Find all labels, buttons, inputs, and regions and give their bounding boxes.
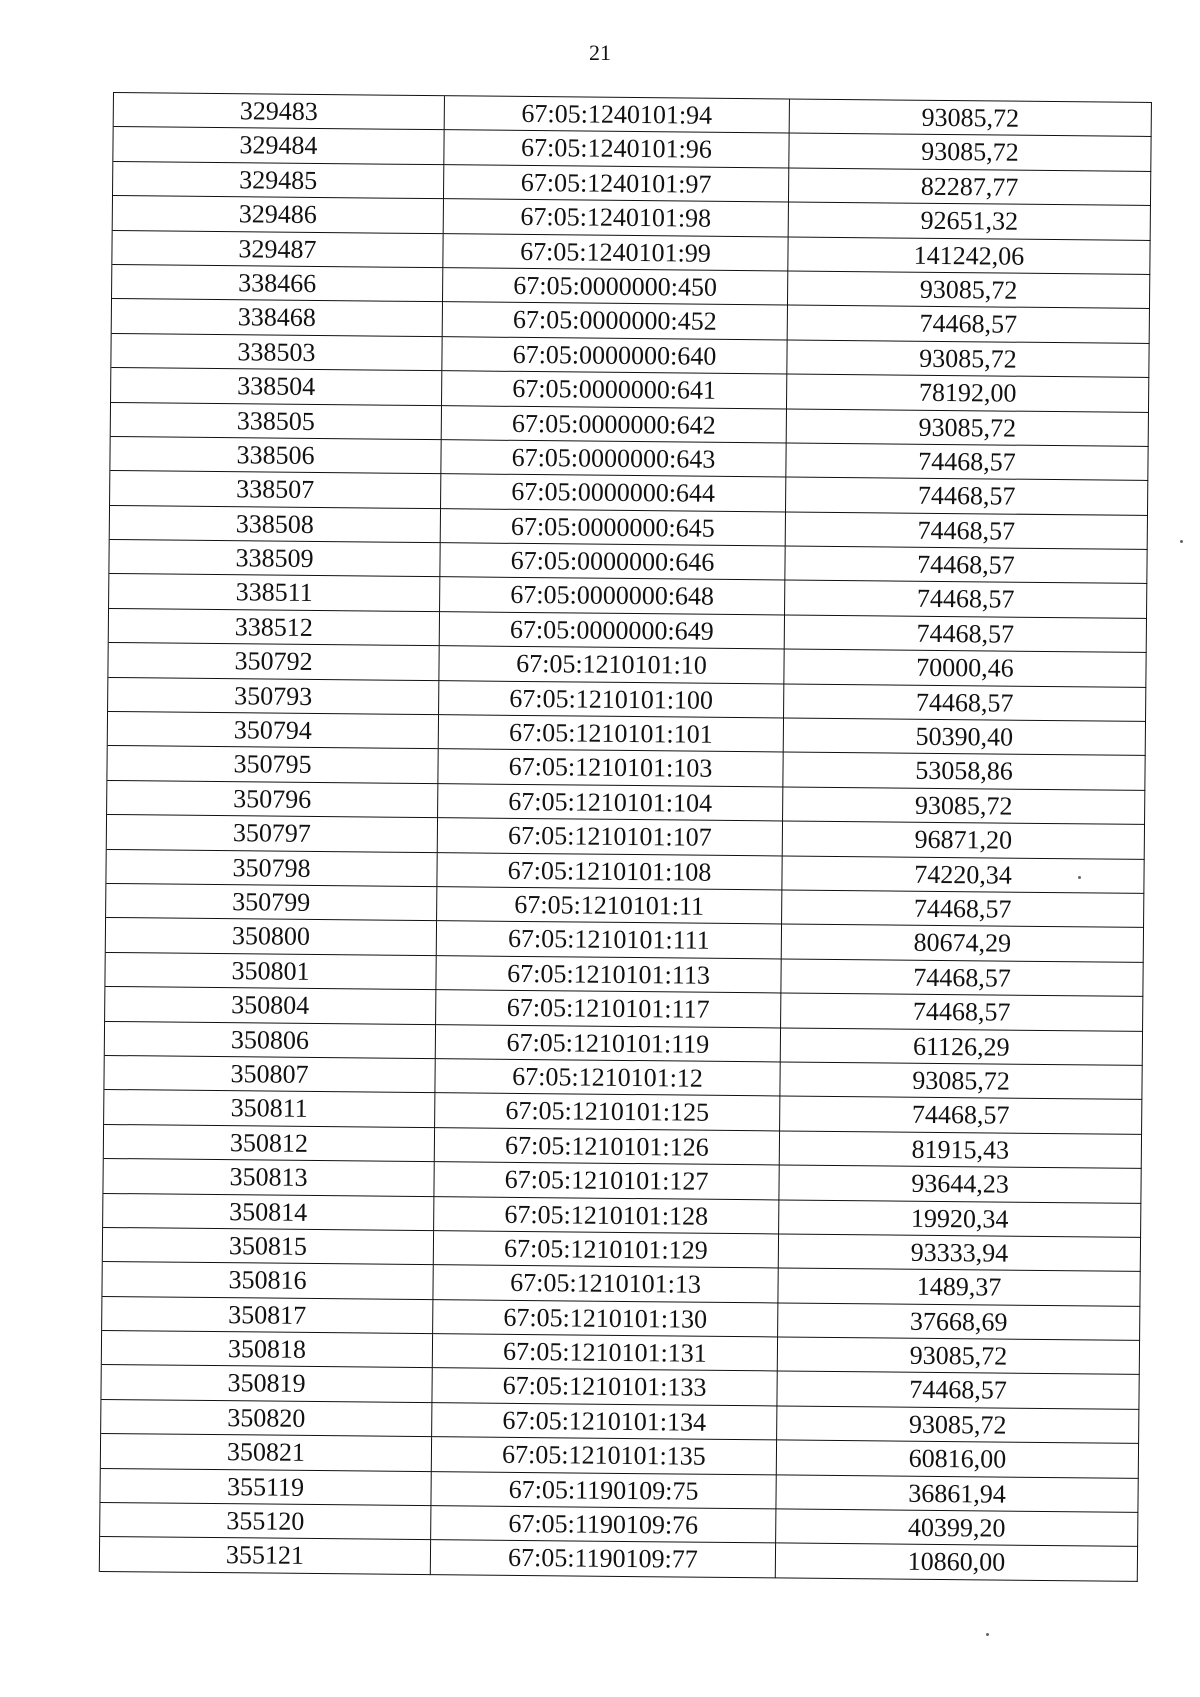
row-id-cell: 338508 xyxy=(110,506,441,544)
cadastral-number-cell: 67:05:1240101:97 xyxy=(444,165,789,203)
cadastral-number-cell: 67:05:1210101:133 xyxy=(432,1369,777,1407)
value-cell: 96871,20 xyxy=(783,822,1145,860)
cadastral-number-cell: 67:05:1210101:128 xyxy=(434,1197,779,1235)
cadastral-number-cell: 67:05:1210101:117 xyxy=(436,990,781,1028)
cadastral-number-cell: 67:05:1210101:130 xyxy=(433,1300,778,1338)
cadastral-number-cell: 67:05:0000000:649 xyxy=(440,612,785,650)
scan-speck xyxy=(1078,876,1081,879)
value-cell: 74468,57 xyxy=(785,615,1147,653)
cadastral-number-cell: 67:05:0000000:646 xyxy=(440,543,785,581)
cadastral-number-cell: 67:05:1210101:11 xyxy=(437,887,782,925)
value-cell: 40399,20 xyxy=(776,1509,1138,1547)
value-cell: 53058,86 xyxy=(783,753,1145,791)
row-id-cell: 350794 xyxy=(108,712,439,750)
row-id-cell: 338504 xyxy=(111,368,442,406)
row-id-cell: 350799 xyxy=(106,884,437,922)
scan-speck xyxy=(1180,540,1183,543)
value-cell: 74468,57 xyxy=(777,1372,1139,1410)
cadastral-number-cell: 67:05:1210101:100 xyxy=(439,681,784,719)
row-id-cell: 350797 xyxy=(107,815,438,853)
row-id-cell: 338503 xyxy=(111,334,442,372)
cadastral-number-cell: 67:05:1210101:125 xyxy=(435,1093,780,1131)
row-id-cell: 350820 xyxy=(101,1400,432,1438)
value-cell: 93333,94 xyxy=(779,1234,1141,1272)
cadastral-number-cell: 67:05:0000000:640 xyxy=(442,337,787,375)
value-cell: 60816,00 xyxy=(777,1441,1139,1479)
data-table xyxy=(99,92,1152,1582)
cadastral-number-cell: 67:05:1210101:104 xyxy=(438,784,783,822)
value-cell: 61126,29 xyxy=(781,1028,1143,1066)
row-id-cell: 355121 xyxy=(100,1537,431,1575)
row-id-cell: 350814 xyxy=(103,1193,434,1231)
value-cell: 93085,72 xyxy=(787,340,1149,378)
cadastral-number-cell: 67:05:1240101:98 xyxy=(444,199,789,237)
value-cell: 74220,34 xyxy=(782,856,1144,894)
cadastral-number-cell: 67:05:1190109:77 xyxy=(431,1541,776,1579)
row-id-cell: 350811 xyxy=(104,1090,435,1128)
row-id-cell: 350792 xyxy=(108,643,439,681)
value-cell: 74468,57 xyxy=(781,994,1143,1032)
value-cell: 1489,37 xyxy=(778,1269,1140,1307)
cadastral-number-cell: 67:05:1210101:108 xyxy=(437,853,782,891)
cadastral-number-cell: 67:05:1210101:10 xyxy=(439,646,784,684)
row-id-cell: 350806 xyxy=(105,1022,436,1060)
value-cell: 74468,57 xyxy=(786,443,1148,481)
cadastral-number-cell: 67:05:1210101:12 xyxy=(435,1059,780,1097)
cadastral-number-cell: 67:05:0000000:452 xyxy=(443,303,788,341)
row-id-cell: 350817 xyxy=(102,1297,433,1335)
value-cell: 70000,46 xyxy=(784,650,1146,688)
row-id-cell: 329486 xyxy=(113,196,444,234)
value-cell: 78192,00 xyxy=(787,375,1149,413)
cadastral-number-cell: 67:05:1210101:113 xyxy=(436,956,781,994)
row-id-cell: 355120 xyxy=(100,1503,431,1541)
row-id-cell: 338512 xyxy=(109,609,440,647)
value-cell: 19920,34 xyxy=(779,1200,1141,1238)
cadastral-number-cell: 67:05:1190109:75 xyxy=(431,1472,776,1510)
cadastral-number-cell: 67:05:0000000:642 xyxy=(442,406,787,444)
value-cell: 74468,57 xyxy=(785,547,1147,585)
page-number: 21 xyxy=(589,40,611,65)
cadastral-number-cell: 67:05:1240101:94 xyxy=(445,96,790,134)
value-cell: 93085,72 xyxy=(787,409,1149,447)
cadastral-number-cell: 67:05:1210101:131 xyxy=(433,1334,778,1372)
row-id-cell: 338506 xyxy=(110,437,441,475)
value-cell: 93085,72 xyxy=(777,1406,1139,1444)
cadastral-number-cell: 67:05:1210101:127 xyxy=(434,1162,779,1200)
row-id-cell: 350807 xyxy=(104,1056,435,1094)
row-id-cell: 350819 xyxy=(101,1365,432,1403)
row-id-cell: 329485 xyxy=(113,162,444,200)
cadastral-number-cell: 67:05:1210101:119 xyxy=(436,1025,781,1063)
row-id-cell: 350815 xyxy=(103,1228,434,1266)
value-cell: 92651,32 xyxy=(789,203,1151,241)
cadastral-number-cell: 67:05:0000000:450 xyxy=(443,268,788,306)
row-id-cell: 350804 xyxy=(105,987,436,1025)
cadastral-number-cell: 67:05:1240101:99 xyxy=(443,234,788,272)
value-cell: 93085,72 xyxy=(790,99,1152,137)
value-cell: 82287,77 xyxy=(789,168,1151,206)
row-id-cell: 350818 xyxy=(102,1331,433,1369)
value-cell: 74468,57 xyxy=(786,512,1148,550)
cadastral-number-cell: 67:05:1210101:107 xyxy=(438,818,783,856)
row-id-cell: 329483 xyxy=(114,93,445,131)
value-cell: 93085,72 xyxy=(783,787,1145,825)
cadastral-number-cell: 67:05:1190109:76 xyxy=(431,1506,776,1544)
value-cell: 10860,00 xyxy=(776,1544,1138,1582)
row-id-cell: 338511 xyxy=(109,574,440,612)
row-id-cell: 338466 xyxy=(112,265,443,303)
row-id-cell: 338505 xyxy=(111,403,442,441)
cadastral-number-cell: 67:05:0000000:648 xyxy=(440,578,785,616)
cadastral-number-cell: 67:05:1210101:103 xyxy=(438,750,783,788)
value-cell: 93085,72 xyxy=(780,1062,1142,1100)
cadastral-number-cell: 67:05:1210101:126 xyxy=(435,1128,780,1166)
row-id-cell: 350816 xyxy=(102,1262,433,1300)
value-cell: 74468,57 xyxy=(782,890,1144,928)
value-cell: 74468,57 xyxy=(788,306,1150,344)
row-id-cell: 338507 xyxy=(110,471,441,509)
cadastral-number-cell: 67:05:1210101:101 xyxy=(439,715,784,753)
cadastral-number-cell: 67:05:1240101:96 xyxy=(444,131,789,169)
row-id-cell: 350801 xyxy=(105,953,436,991)
row-id-cell: 338509 xyxy=(109,540,440,578)
value-cell: 81915,43 xyxy=(780,1131,1142,1169)
row-id-cell: 350793 xyxy=(108,678,439,716)
value-cell: 74468,57 xyxy=(780,1097,1142,1135)
value-cell: 74468,57 xyxy=(784,684,1146,722)
cadastral-number-cell: 67:05:0000000:643 xyxy=(441,440,786,478)
value-cell: 74468,57 xyxy=(781,959,1143,997)
cadastral-number-cell: 67:05:0000000:641 xyxy=(442,371,787,409)
row-id-cell: 350795 xyxy=(107,746,438,784)
cadastral-number-cell: 67:05:1210101:134 xyxy=(432,1403,777,1441)
cadastral-number-cell: 67:05:1210101:135 xyxy=(432,1437,777,1475)
row-id-cell: 329487 xyxy=(112,231,443,269)
cadastral-number-cell: 67:05:0000000:645 xyxy=(441,509,786,547)
row-id-cell: 350800 xyxy=(106,918,437,956)
value-cell: 36861,94 xyxy=(776,1475,1138,1513)
value-cell: 37668,69 xyxy=(778,1303,1140,1341)
row-id-cell: 355119 xyxy=(100,1469,431,1507)
value-cell: 93085,72 xyxy=(788,271,1150,309)
row-id-cell: 350812 xyxy=(104,1125,435,1163)
row-id-cell: 338468 xyxy=(112,299,443,337)
row-id-cell: 350796 xyxy=(107,781,438,819)
row-id-cell: 350798 xyxy=(106,850,437,888)
cadastral-number-cell: 67:05:0000000:644 xyxy=(441,474,786,512)
row-id-cell: 350813 xyxy=(103,1159,434,1197)
value-cell: 93085,72 xyxy=(789,134,1151,172)
value-cell: 74468,57 xyxy=(786,478,1148,516)
row-id-cell: 350821 xyxy=(101,1434,432,1472)
row-id-cell: 329484 xyxy=(113,127,444,165)
value-cell: 74468,57 xyxy=(785,581,1147,619)
cadastral-number-cell: 67:05:1210101:13 xyxy=(433,1265,778,1303)
value-cell: 93644,23 xyxy=(779,1166,1141,1204)
value-cell: 50390,40 xyxy=(784,719,1146,757)
value-cell: 80674,29 xyxy=(782,925,1144,963)
cadastral-number-cell: 67:05:1210101:111 xyxy=(437,922,782,960)
value-cell: 93085,72 xyxy=(778,1338,1140,1376)
value-cell: 141242,06 xyxy=(788,237,1150,275)
cadastral-number-cell: 67:05:1210101:129 xyxy=(434,1231,779,1269)
scan-speck xyxy=(986,1633,989,1636)
